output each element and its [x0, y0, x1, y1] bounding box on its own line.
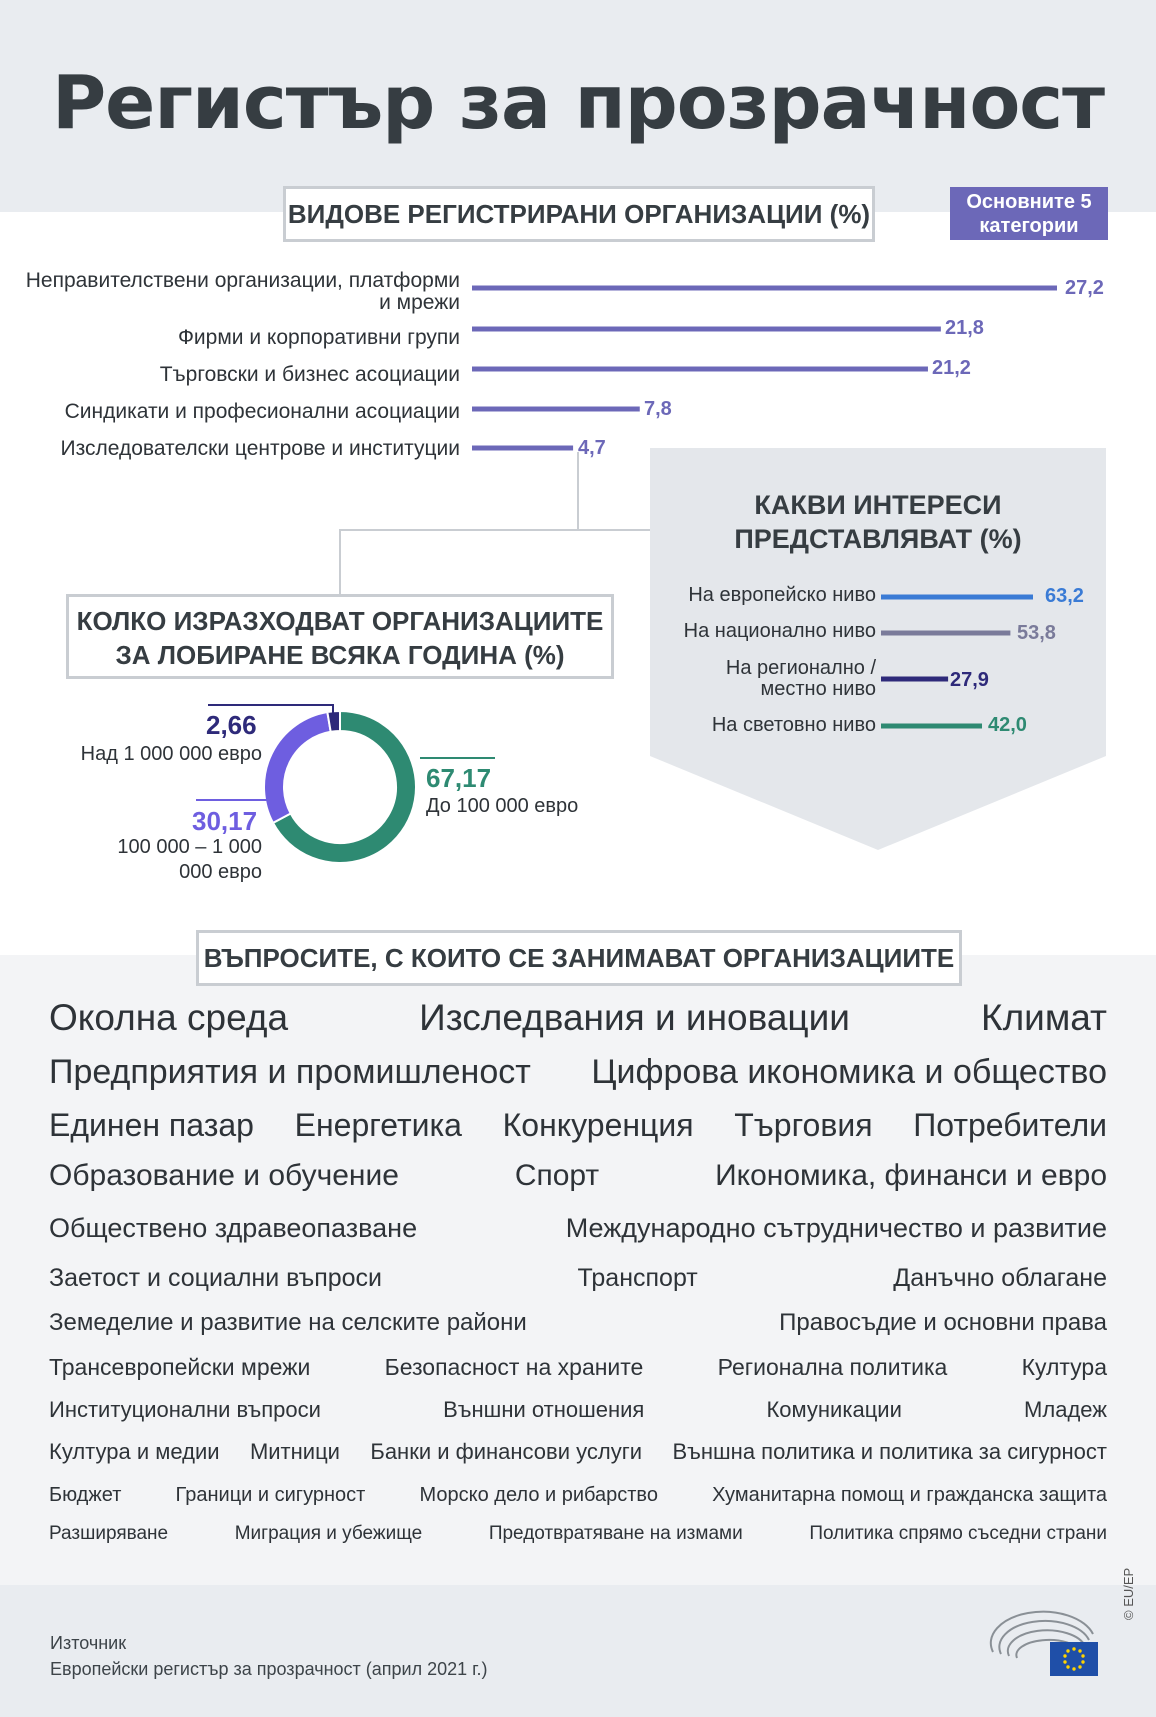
interest-bar-0 — [881, 595, 1033, 600]
topic-item: Единен пазар — [49, 1107, 254, 1143]
topic-item: Международно сътрудничество и развитие — [565, 1212, 1107, 1243]
topic-item: Миграция и убежище — [234, 1522, 423, 1544]
spend-label-mid: 100 000 – 1 000 000 евро — [117, 836, 262, 883]
org-bar-4 — [472, 446, 573, 451]
int-value-regional: 27,9 — [950, 669, 989, 691]
int-value-european: 63,2 — [1045, 585, 1084, 607]
org-value-trade: 21,2 — [932, 357, 971, 379]
org-value-research: 4,7 — [578, 437, 606, 459]
topic-item: Култура и медии — [49, 1439, 220, 1464]
interest-bar-1 — [881, 631, 1010, 636]
org-value-companies: 21,8 — [945, 317, 984, 339]
topic-item: Потребители — [913, 1107, 1107, 1143]
spend-value-over-1m: 2,66 — [206, 710, 257, 740]
connector-lines — [340, 452, 650, 594]
spending-title: КОЛКО ИЗРАЗХОДВАТ ОРГАНИЗАЦИИТЕ ЗА ЛОБИРАНЕ ВСЯКА ГОДИНА (%) — [66, 594, 614, 679]
topic-item: Банки и финансови услуги — [370, 1439, 643, 1464]
int-label-global: На световно ниво — [711, 714, 876, 736]
source-text: Европейски регистър за прозрачност (април 2021 г.) — [50, 1659, 488, 1679]
topic-item: Култура — [1021, 1353, 1107, 1380]
org-bar-1 — [472, 327, 941, 332]
topic-item: Безопасност на храните — [384, 1353, 644, 1380]
org-bar-2 — [472, 367, 928, 372]
spend-value-mid: 30,17 — [192, 806, 258, 836]
topic-item: Предотвратяване на измами — [488, 1522, 743, 1544]
topic-item: Обществено здравеопазване — [49, 1212, 418, 1243]
topic-item: Комуникации — [766, 1397, 902, 1422]
topic-item: Изследвания и иновации — [419, 996, 850, 1038]
topics-title: ВЪПРОСИТЕ, С КОИТО СЕ ЗАНИМАВАТ ОРГАНИЗАЦИИТЕ — [196, 930, 962, 986]
org-value-ngo: 27,2 — [1065, 277, 1104, 299]
topic-item: Правосъдие и основни права — [779, 1309, 1107, 1336]
interests-title: КАКВИ ИНТЕРЕСИ ПРЕДСТАВЛЯВАТ (%) — [734, 490, 1022, 554]
int-label-regional: На регионално /местно ниво — [725, 657, 876, 700]
org-label-ngo: Неправителствени организации, платформи и мрежи — [25, 269, 460, 314]
topic-item: Данъчно облагане — [893, 1263, 1107, 1292]
topic-item: Енергетика — [294, 1107, 462, 1143]
org-bar-3 — [472, 407, 640, 412]
org-label-companies: Фирми и корпоративни групи — [177, 326, 460, 349]
topic-item: Регионална политика — [717, 1353, 948, 1380]
int-value-global: 42,0 — [988, 714, 1027, 736]
org-label-research: Изследователски центрове и институции — [60, 437, 460, 460]
source-label: Източник — [50, 1633, 127, 1653]
topic-item: Климат — [981, 996, 1107, 1038]
topic-item: Бюджет — [49, 1484, 122, 1506]
topic-item: Образование и обучение — [49, 1159, 399, 1192]
int-label-national: На национално ниво — [683, 620, 876, 642]
topic-item: Разширяване — [49, 1522, 169, 1544]
topic-item: Търговия — [734, 1107, 873, 1143]
org-label-unions: Синдикати и професионални асоциации — [64, 400, 460, 423]
top-five-badge: Основните 5 категории — [950, 187, 1108, 240]
spend-value-under-100k: 67,17 — [426, 763, 492, 793]
topic-item: Трансевропейски мрежи — [49, 1353, 311, 1380]
topic-item: Външни отношения — [443, 1397, 645, 1422]
int-label-european: На европейско ниво — [688, 584, 876, 606]
topic-item: Граници и сигурност — [175, 1484, 366, 1506]
topic-item: Околна среда — [49, 996, 289, 1038]
topic-item: Цифрова икономика и общество — [591, 1053, 1107, 1091]
int-value-national: 53,8 — [1017, 622, 1056, 644]
org-value-unions: 7,8 — [644, 398, 672, 420]
footer-band — [0, 1585, 1156, 1717]
spend-label-under-100k: До 100 000 евро — [426, 795, 579, 817]
topic-item: Митници — [249, 1439, 340, 1464]
topic-item: Спорт — [514, 1159, 600, 1192]
topic-item: Политика спрямо съседни страни — [809, 1522, 1107, 1544]
topic-item: Заетост и социални въпроси — [49, 1263, 383, 1292]
topic-item: Хуманитарна помощ и гражданска защита — [712, 1484, 1107, 1506]
topic-item: Младеж — [1024, 1397, 1107, 1422]
interest-bar-3 — [881, 724, 982, 729]
donut-slice-1 — [264, 712, 331, 823]
org-types-title: ВИДОВЕ РЕГИСТРИРАНИ ОРГАНИЗАЦИИ (%) — [283, 186, 875, 242]
ep-logo-icon — [985, 1608, 1105, 1678]
spending-donut — [264, 711, 416, 863]
topic-item: Предприятия и промишленост — [49, 1053, 531, 1091]
topic-item: Институционални въпроси — [49, 1397, 321, 1422]
topic-item: Морско дело и рибарство — [419, 1484, 658, 1506]
interest-bar-2 — [881, 677, 948, 682]
topic-item: Земеделие и развитие на селските райони — [49, 1309, 527, 1336]
spend-label-over-1m: Над 1 000 000 евро — [80, 743, 262, 765]
topic-item: Външна политика и политика за сигурност — [672, 1439, 1107, 1464]
topic-item: Конкуренция — [502, 1107, 694, 1143]
topic-item: Транспорт — [577, 1263, 698, 1292]
topic-item: Икономика, финанси и евро — [715, 1159, 1107, 1192]
page-title: Регистър за прозрачност — [51, 60, 1105, 146]
org-label-trade: Търговски и бизнес асоциации — [159, 363, 460, 386]
copyright: © EU/EP — [1121, 1567, 1136, 1620]
org-bar-0 — [472, 286, 1057, 291]
